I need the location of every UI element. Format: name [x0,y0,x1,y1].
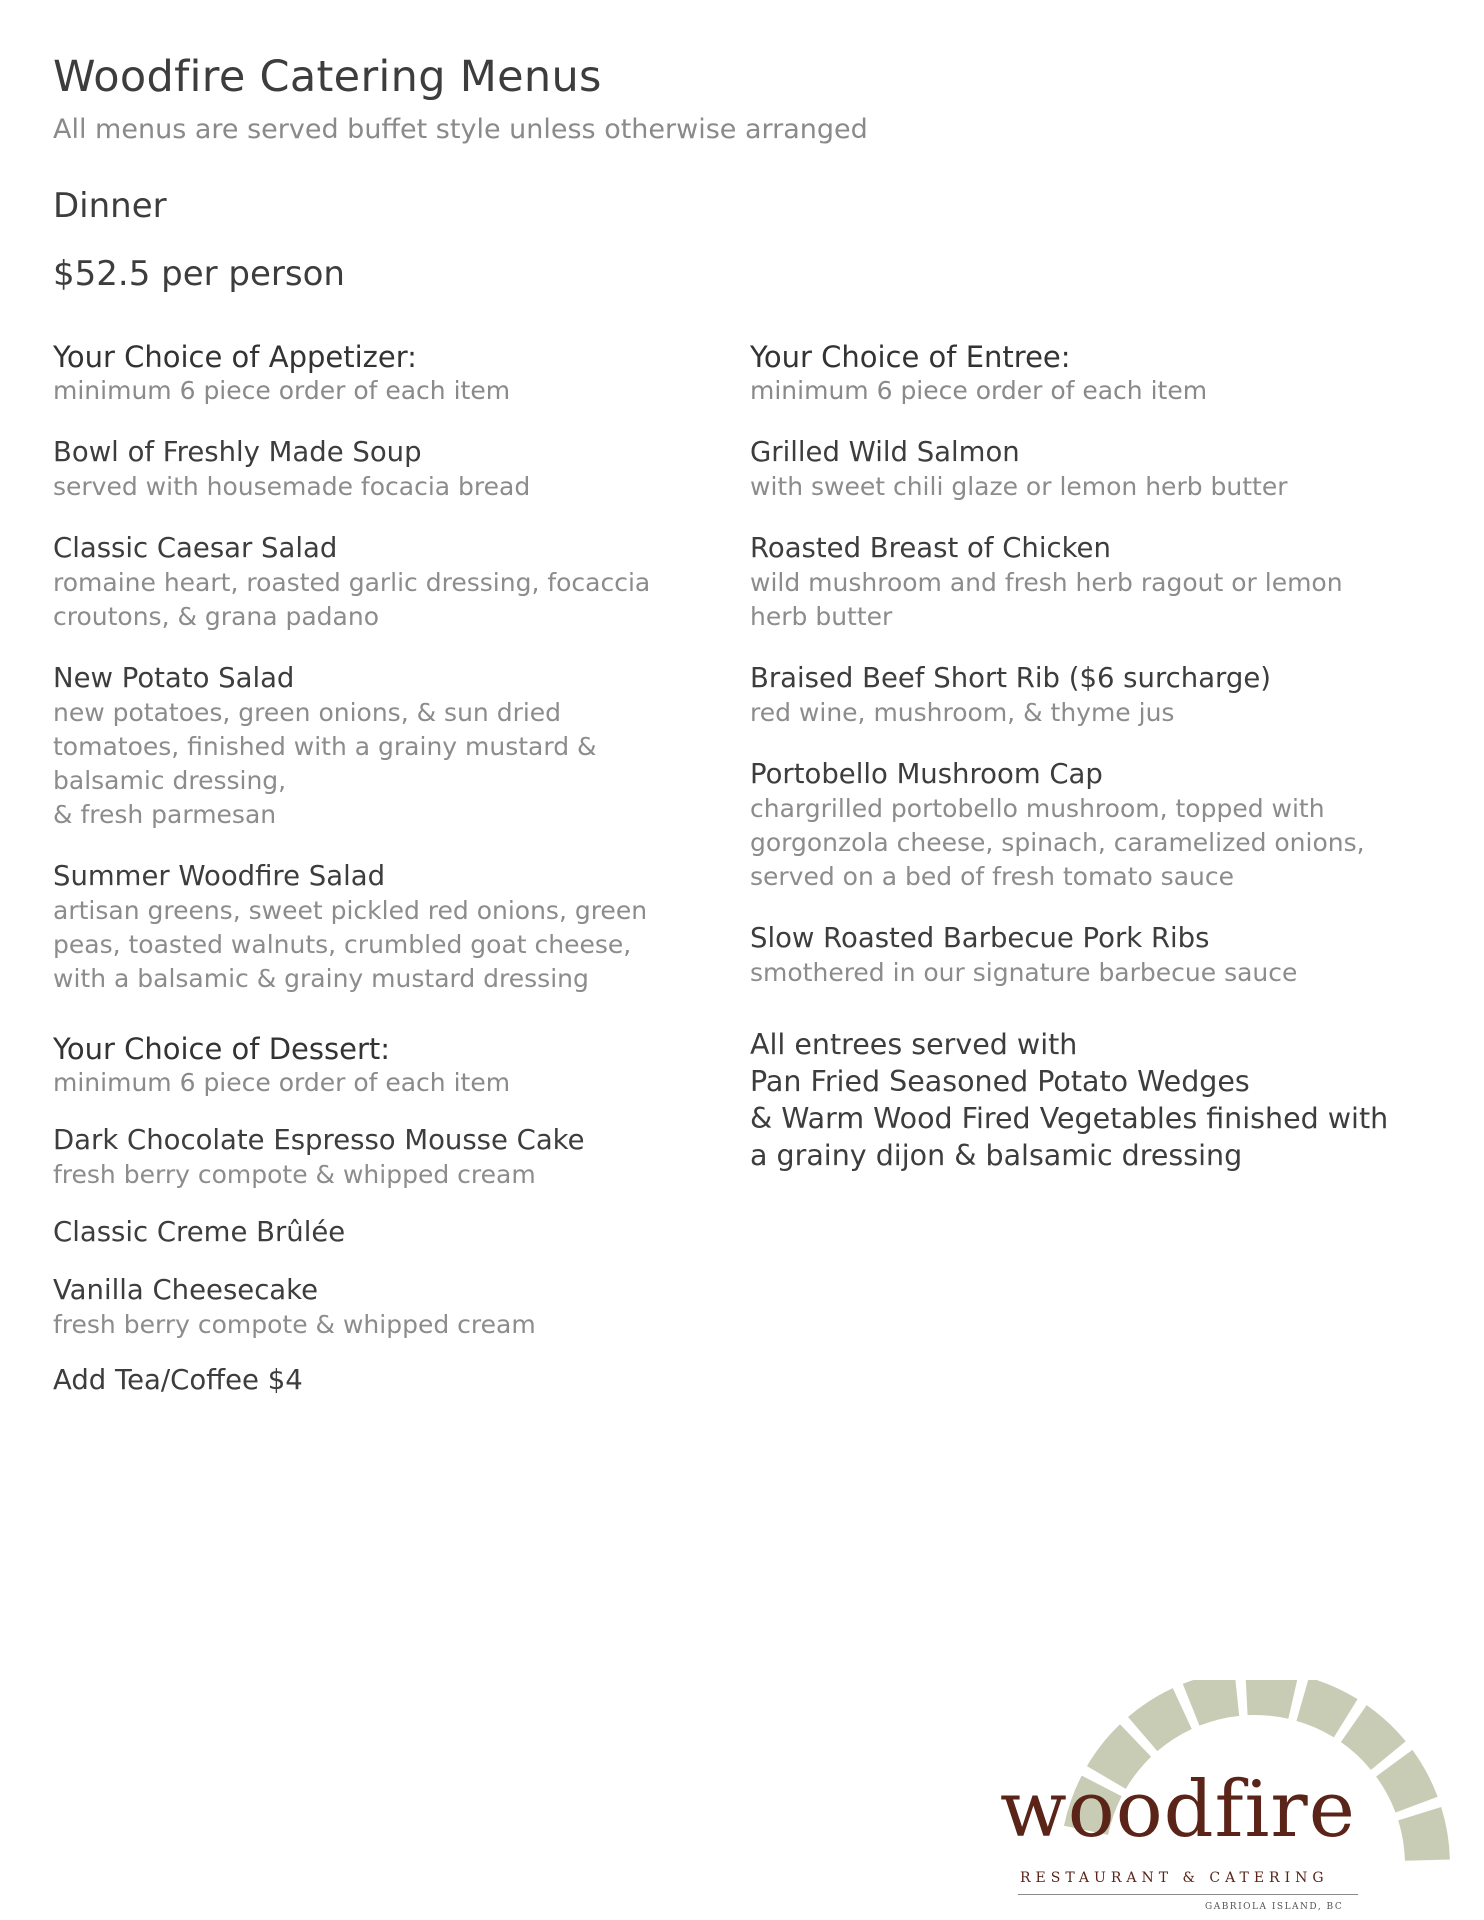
item-description [750,956,1410,990]
appetizer-note: minimum 6 piece order of each item [53,376,511,405]
sides-line: & Warm Wood Fired Vegetables finished with [750,1102,1389,1135]
meal-heading: Dinner [53,186,167,226]
item-description [750,470,1410,504]
item-name: Braised Beef Short Rib ($6 surcharge) [750,662,1271,694]
page-subtitle: All menus are served buffet style unless otherwise arranged [53,114,868,145]
desc-line: red wine, mushroom, & thyme jus [750,698,1175,727]
sides-line: Pan Fried Seasoned Potato Wedges [750,1065,1250,1098]
desc-line: tomatoes, finished with a grainy mustard & [53,732,597,761]
entree-section [750,340,1410,990]
desc-line: fresh berry compote & whipped cream [53,1310,536,1339]
menu-item [750,660,1410,730]
logo-location: GABRIOLA ISLAND, BC [1205,1902,1344,1912]
desc-line: served with housemade focacia bread [53,472,531,501]
item-name: Classic Creme Brûlée [53,1216,346,1248]
arch-brick [1376,1750,1438,1813]
price-per-person: $52.5 per person [53,254,345,294]
desc-line: fresh berry compote & whipped cream [53,1160,536,1189]
sides-line: All entrees served with [750,1028,1078,1061]
menu-item [53,530,713,634]
item-description [53,470,713,504]
item-description [53,696,713,832]
desc-line: herb butter [750,602,893,631]
logo-divider [1018,1894,1358,1895]
item-name: New Potato Salad [53,662,295,694]
item-name: Vanilla Cheesecake [53,1274,319,1306]
desc-line: romaine heart, roasted garlic dressing, focaccia [53,568,651,597]
entree-sides-note [750,1026,1410,1174]
item-description [750,792,1410,894]
tea-coffee-addon: Add Tea/Coffee $4 [53,1364,303,1396]
desc-line: served on a bed of fresh tomato sauce [750,862,1234,891]
menu-item [750,920,1410,990]
item-description [53,566,713,634]
item-name: Portobello Mushroom Cap [750,758,1103,790]
item-name: Bowl of Freshly Made Soup [53,436,422,468]
desc-line: with a balsamic & grainy mustard dressing [53,964,589,993]
desc-line: gorgonzola cheese, spinach, caramelized onions, [750,828,1365,857]
menu-item [750,434,1410,504]
arch-brick [1183,1680,1239,1726]
desc-line: balsamic dressing, [53,766,287,795]
menu-item [750,756,1410,894]
appetizer-section [53,340,713,996]
item-name: Slow Roasted Barbecue Pork Ribs [750,922,1210,954]
desc-line: chargrilled portobello mushroom, topped with [750,794,1325,823]
appetizer-heading: Your Choice of Appetizer: [53,340,417,374]
dessert-heading: Your Choice of Dessert: [53,1032,391,1066]
right-column [750,340,1410,1174]
item-description [53,894,713,996]
logo-wordmark: woodfire [1000,1765,1356,1855]
item-name: Summer Woodfire Salad [53,860,386,892]
item-description [750,696,1410,730]
item-name: Grilled Wild Salmon [750,436,1020,468]
logo-tagline: RESTAURANT & CATERING [1020,1870,1329,1886]
page-title: Woodfire Catering Menus [53,52,602,102]
arch-brick [1341,1705,1406,1770]
arch-brick [1245,1680,1298,1719]
desc-line: smothered in our signature barbecue sauce [750,958,1298,987]
menu-item [750,530,1410,634]
desc-line: new potatoes, green onions, & sun dried [53,698,562,727]
left-column [53,340,713,1398]
menu-item [53,1214,713,1250]
dessert-note: minimum 6 piece order of each item [53,1068,511,1097]
entree-note: minimum 6 piece order of each item [750,376,1208,405]
item-description [53,1158,713,1192]
arch-brick [1128,1688,1192,1751]
desc-line: & fresh parmesan [53,800,277,829]
desc-line: peas, toasted walnuts, crumbled goat cheese, [53,930,632,959]
item-name: Dark Chocolate Espresso Mousse Cake [53,1124,585,1156]
arch-brick [1398,1807,1450,1861]
menu-item [53,660,713,832]
dessert-section [53,1032,713,1398]
menu-item [53,858,713,996]
item-description [750,566,1410,634]
desc-line: with sweet chili glaze or lemon herb butter [750,472,1288,501]
item-description [53,1308,713,1342]
sides-line: a grainy dijon & balsamic dressing [750,1139,1243,1172]
entree-heading: Your Choice of Entree: [750,340,1071,374]
item-name: Classic Caesar Salad [53,532,338,564]
desc-line: croutons, & grana padano [53,602,380,631]
arch-brick [1296,1680,1357,1737]
woodfire-logo [990,1680,1460,1910]
desc-line: wild mushroom and fresh herb ragout or lemon [750,568,1343,597]
desc-line: artisan greens, sweet pickled red onions, green [53,896,648,925]
menu-item [53,1122,713,1192]
item-name: Roasted Breast of Chicken [750,532,1111,564]
menu-item [53,434,713,504]
menu-item [53,1272,713,1342]
